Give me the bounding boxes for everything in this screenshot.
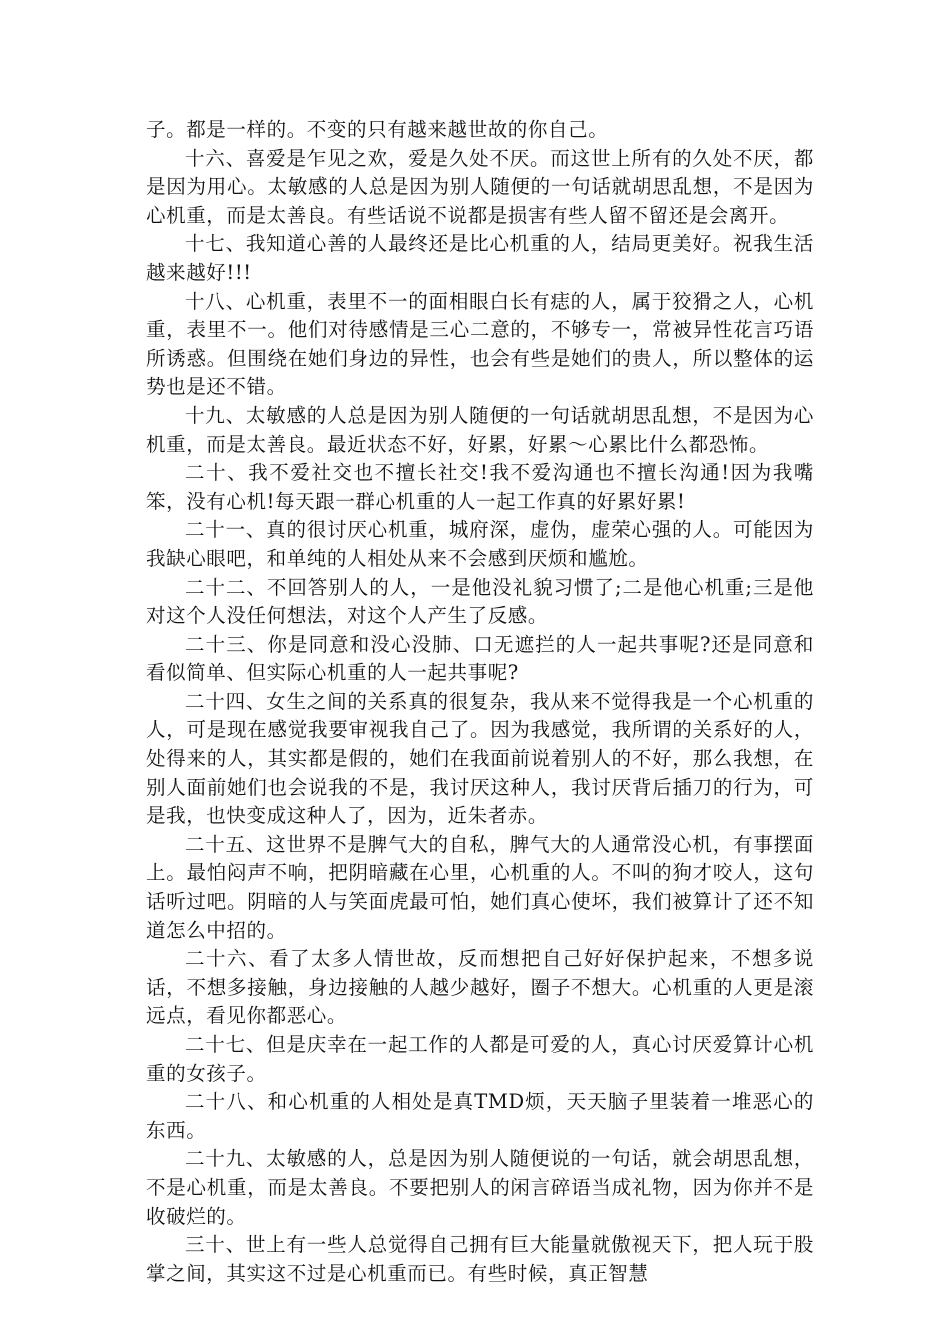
paragraph-17: 十七、我知道心善的人最终还是比心机重的人，结局更美好。祝我生活越来越好!!! <box>146 232 814 284</box>
paragraph-20: 二十、我不爱社交也不擅长社交!我不爱沟通也不擅长沟通!因为我嘴笨，没有心机!每天跟一群心机重的人一起工作真的好累好累! <box>146 461 814 513</box>
paragraph-0: 子。都是一样的。不变的只有越来越世故的你自己。 <box>146 118 609 141</box>
document-body <box>146 116 814 1288</box>
paragraph-21: 二十一、真的很讨厌心机重，城府深，虚伪，虚荣心强的人。可能因为我缺心眼吧，和单纯的人相处从来不会感到厌烦和尴尬。 <box>146 518 814 570</box>
paragraph-24: 二十四、女生之间的关系真的很复杂，我从来不觉得我是一个心机重的人，可是现在感觉我要审视我自己了。因为我感觉，我所谓的关系好的人，处得来的人，其实都是假的，她们在我面前说着别人的不好，那么我想，在别人面前她们也会说我的不是，我讨厌这种人，我讨厌背后插刀的行为，可是我，也快变成这种人了，因为，近朱者赤。 <box>146 689 814 828</box>
paragraph-19: 十九、太敏感的人总是因为别人随便的一句话就胡思乱想，不是因为心机重，而是太善良。最近状态不好，好累，好累～心累比什么都恐怖。 <box>146 403 814 456</box>
paragraph-28: 二十八、和心机重的人相处是真TMD烦，天天脑子里装着一堆恶心的东西。 <box>146 1090 814 1142</box>
paragraph-25: 二十五、这世界不是脾气大的自私，脾气大的人通常没心机，有事摆面上。最怕闷声不响，把阴暗藏在心里，心机重的人。不叫的狗才咬人，这句话听过吧。阴暗的人与笑面虎最可怕，她们真心使坏，我们被算计了还不知道怎么中招的。 <box>146 832 814 942</box>
paragraph-16: 十六、喜爱是乍见之欢，爱是久处不厌。而这世上所有的久处不厌，都是因为用心。太敏感的人总是因为别人随便的一句话就胡思乱想，不是因为心机重，而是太善良。有些话说不说都是损害有些人留不留还是会离开。 <box>146 146 814 227</box>
paragraph-18: 十八、心机重，表里不一的面相眼白长有痣的人，属于狡猾之人，心机重，表里不一。他们对待感情是三心二意的，不够专一，常被异性花言巧语所诱惑。但围绕在她们身边的异性，也会有些是她们的贵人，所以整体的运势也是还不错。 <box>146 289 814 399</box>
paragraph-26: 二十六、看了太多人情世故，反而想把自己好好保护起来，不想多说话，不想多接触，身边接触的人越少越好，圈子不想大。心机重的人更是滚远点，看见你都恶心。 <box>146 947 814 1028</box>
paragraph-23: 二十三、你是同意和没心没肺、口无遮拦的人一起共事呢?还是同意和看似简单、但实际心机重的人一起共事呢? <box>146 632 814 685</box>
paragraph-30: 三十、世上有一些人总觉得自己拥有巨大能量就傲视天下，把人玩于股掌之间，其实这不过是心机重而已。有些时候，真正智慧 <box>146 1233 814 1285</box>
paragraph-27: 二十七、但是庆幸在一起工作的人都是可爱的人，真心讨厌爱算计心机重的女孩子。 <box>146 1033 814 1085</box>
paragraph-22: 二十二、不回答别人的人，一是他没礼貌习惯了;二是他心机重;三是他对这个人没任何想法，对这个人产生了反感。 <box>146 575 814 628</box>
paragraph-29: 二十九、太敏感的人，总是因为别人随便说的一句话，就会胡思乱想，不是心机重，而是太善良。不要把别人的闲言碎语当成礼物，因为你并不是收破烂的。 <box>146 1147 814 1228</box>
